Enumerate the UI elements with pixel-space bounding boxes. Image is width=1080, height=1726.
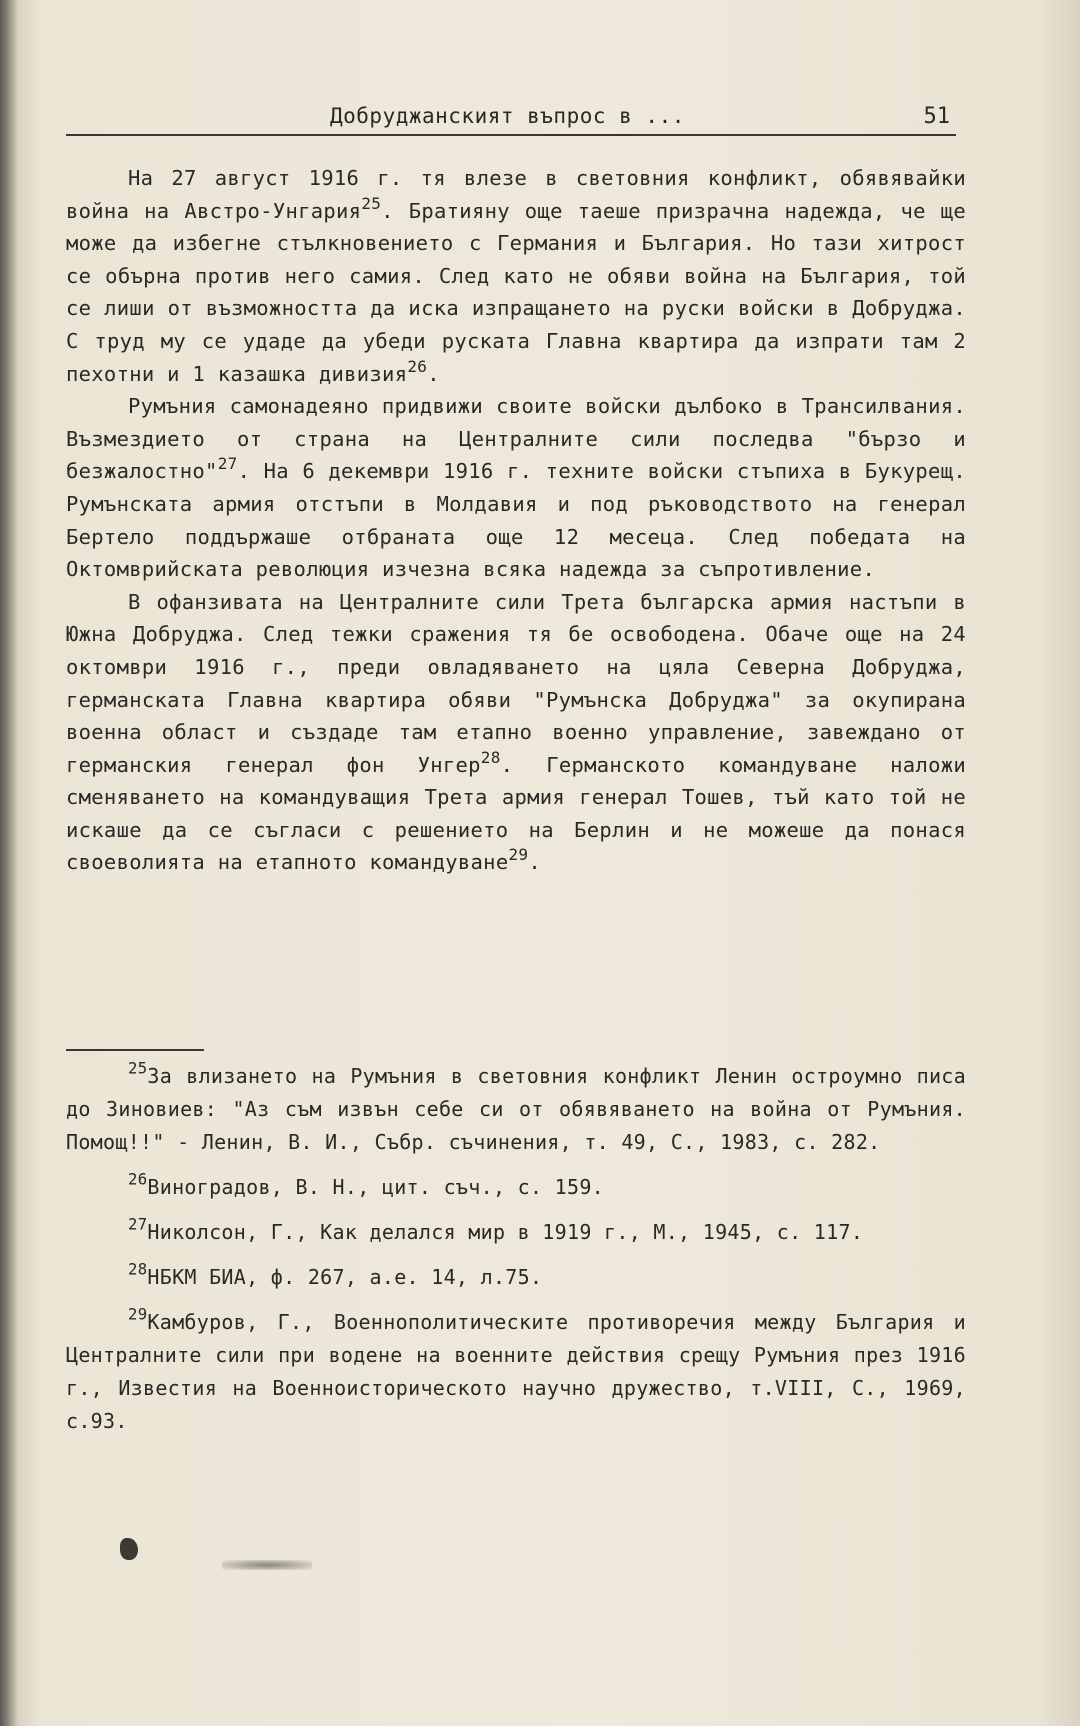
footnote-number: 27	[128, 1215, 148, 1234]
paragraph-2	[66, 390, 966, 586]
footnote-ref: 25	[361, 193, 382, 213]
footnote-ref: 29	[508, 845, 529, 865]
running-title: Добруджанският въпрос в ...	[330, 104, 685, 128]
paragraph-3	[66, 586, 966, 879]
footnote-text: НБКМ БИА, ф. 267, а.е. 14, л.75.	[147, 1265, 543, 1289]
paragraph-text: На 27 август 1916 г. тя влезе в световния конфликт, обявявайки война на Австро-Унгария	[66, 166, 966, 223]
footnote-number: 28	[128, 1260, 148, 1279]
footnote-ref: 26	[407, 356, 428, 376]
footnote-number: 26	[128, 1170, 148, 1189]
footnote-number: 29	[128, 1305, 148, 1324]
ink-smudge	[120, 1538, 138, 1560]
paragraph-text: . Братияну още таеше призрачна надежда, че ще може да избегне стълкновението с Германия и България. Но тази хитрост се обърна против него самия. След като не обяви война на България, той се лиши от възможността да иска изпращането на руски войски в Добруджа. С труд му се удаде да убеди руската Главна квартира да изпрати там 2 пехотни и 1 казашка дивизия	[66, 198, 966, 386]
footnote-text: За влизането на Румъния в световния конфликт Ленин остроумно писа до Зиновиев: "Аз съм извън себе си от обявяването на война от Румъния. Помощ!!" - Ленин, В. И., Събр. съчинения, т. 49, С., 1983, с. 282.	[66, 1064, 966, 1154]
footnote-26	[66, 1171, 966, 1204]
paragraph-1	[66, 162, 966, 390]
footnote-number: 25	[128, 1059, 148, 1078]
footnotes	[66, 1060, 966, 1450]
footnote-text: Виноградов, В. Н., цит. съч., с. 159.	[147, 1175, 605, 1199]
paragraph-text: .	[528, 850, 541, 875]
footnote-divider	[66, 1049, 204, 1051]
page-header	[66, 104, 956, 136]
footnote-ref: 28	[480, 747, 501, 767]
footnote-28	[66, 1261, 966, 1294]
paragraph-text: В офанзивата на Централните сили Трета българска армия настъпи в Южна Добруджа. След тежки сражения тя бе освободена. Обаче още на 24 октомври 1916 г., преди овладяването на цяла Северна Добруджа, германската Главна квартира обяви "Румънска Добруджа" за окупирана военна област и създаде там етапно военно управление, завеждано от германския генерал фон Унгер	[66, 589, 966, 777]
paragraph-text: . На 6 декември 1916 г. техните войски стъпиха в Букурещ. Румънската армия отстъпи в Молдавия и под ръководството на генерал Бертело поддържаше отбраната още 12 месеца. След победата на Октомврийската революция изчезна всяка надежда за съпротивление.	[66, 459, 966, 582]
ink-smudge	[222, 1560, 312, 1570]
paragraph-text: .	[427, 361, 440, 386]
footnote-text: Николсон, Г., Как делался мир в 1919 г., М., 1945, с. 117.	[147, 1220, 864, 1244]
footnote-text: Кaмбуров, Г., Военнополитическите противоречия между България и Централните сили при водене на военните действия срещу Румъния през 1916 г., Известия на Военноисторическото научно дружество, т.VIII, С., 1969, с.93.	[66, 1310, 966, 1433]
paragraph-text: Румъния самонадеяно придвижи своите войски дълбоко в Трансилвания. Възмездието от страна на Централните сили последва "бързо и безжалостно"	[66, 394, 966, 484]
footnote-27	[66, 1216, 966, 1249]
footnote-25	[66, 1060, 966, 1159]
paragraph-text: . Германското командуване наложи сменяването на командуващия Трета армия генерал Тошев, тъй като той не искаше да се съгласи с решението на Берлин и не можеше да понася своеволията на етапното командуване	[66, 752, 967, 875]
main-text	[66, 162, 966, 879]
footnote-29	[66, 1306, 966, 1438]
page-number: 51	[923, 104, 950, 129]
footnote-ref: 27	[217, 454, 238, 474]
